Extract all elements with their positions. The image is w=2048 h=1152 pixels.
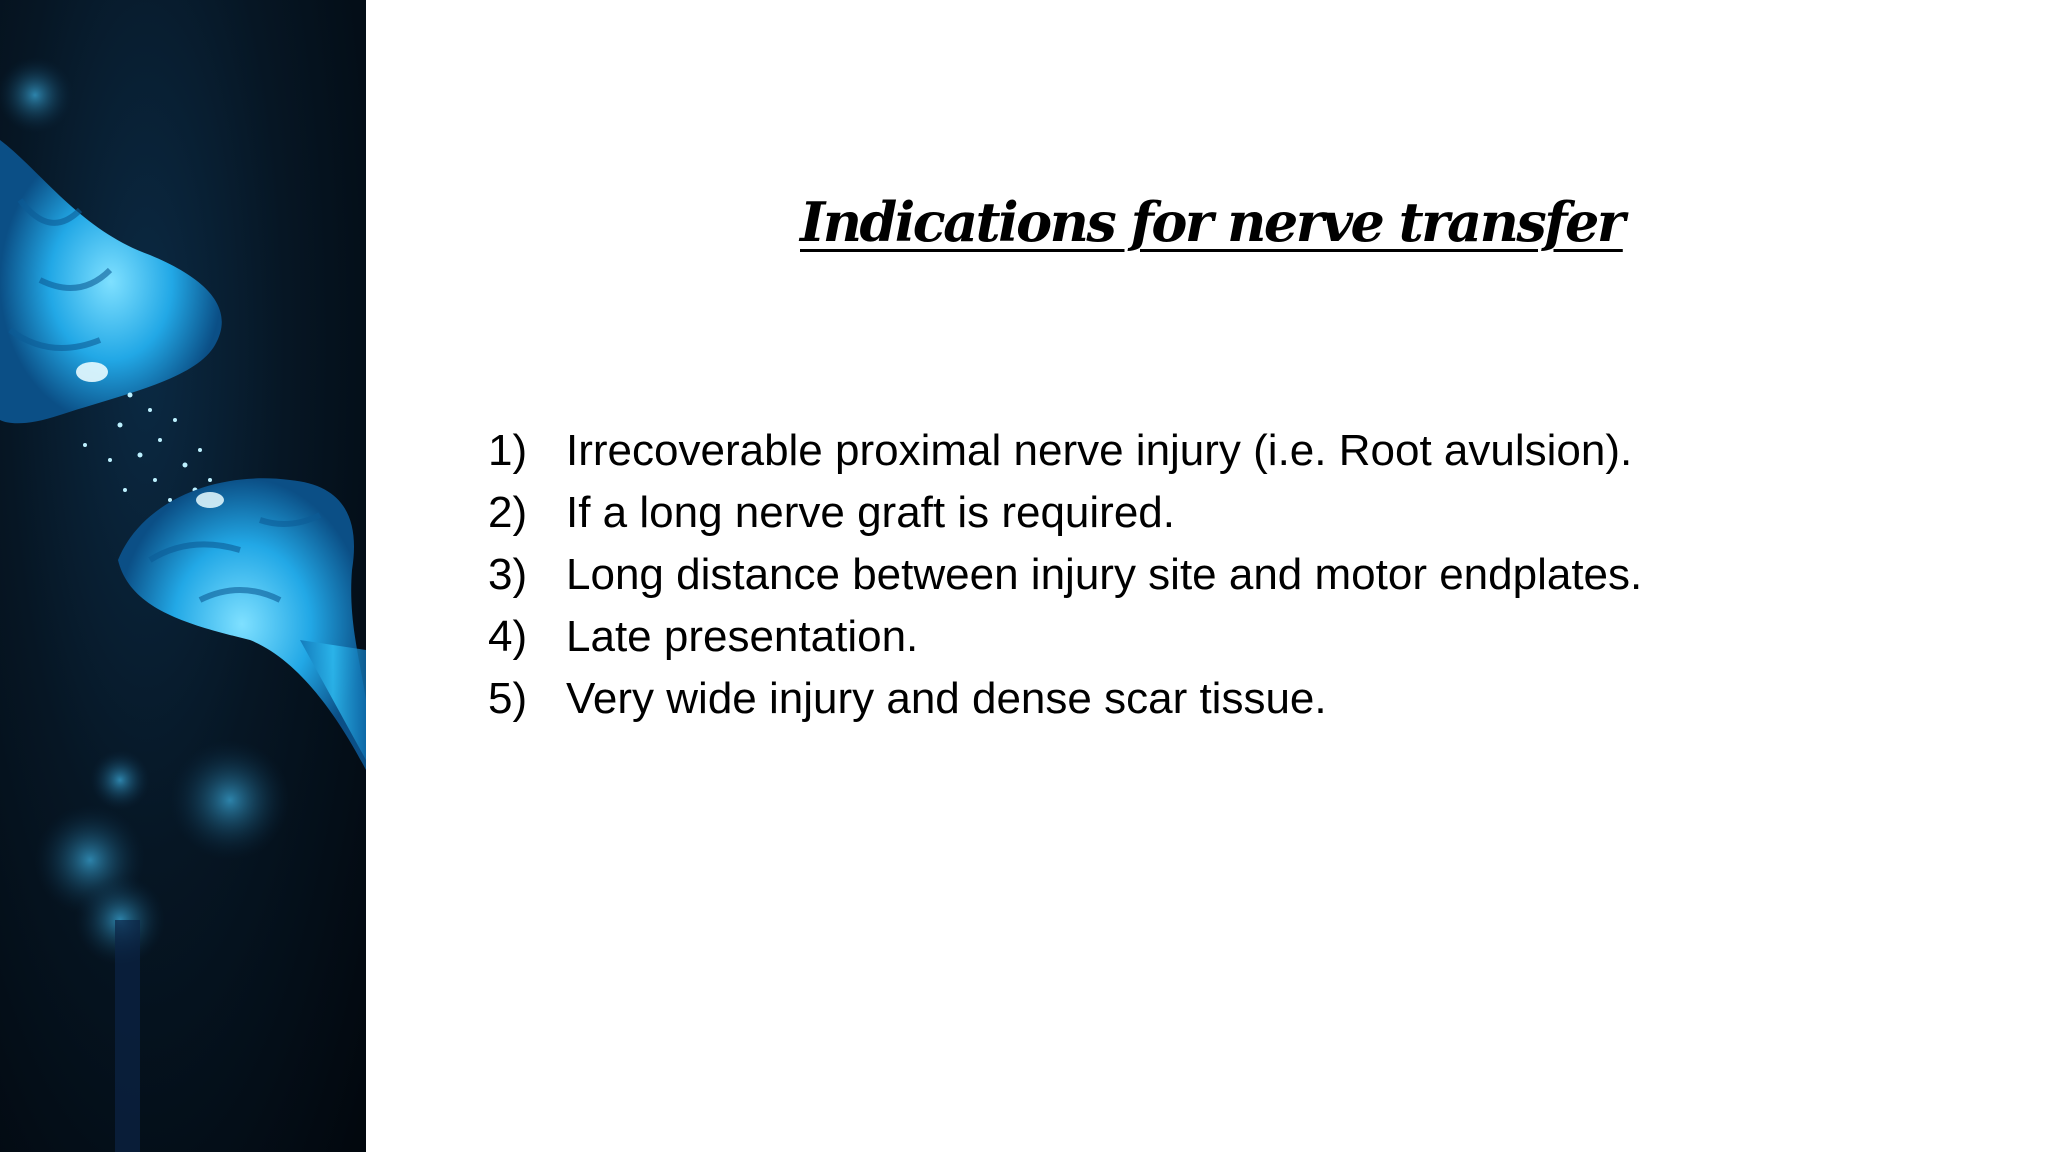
list-item-number: 2): [488, 488, 528, 537]
list-item: [488, 606, 1988, 668]
list-item-text: If a long nerve graft is required.: [566, 488, 1175, 537]
neuron-synapse-image: [0, 0, 366, 1152]
list-item: [488, 482, 1988, 544]
list-item-text: Late presentation.: [566, 612, 919, 661]
list-item-number: 3): [488, 550, 528, 599]
list-item-text: Long distance between injury site and motor endplates.: [566, 550, 1643, 599]
indications-list: [488, 420, 1988, 730]
list-item: [488, 544, 1988, 606]
list-item-text: Very wide injury and dense scar tissue.: [566, 674, 1327, 723]
list-item: [488, 668, 1988, 730]
list-item-text: Irrecoverable proximal nerve injury (i.e. Root avulsion).: [566, 426, 1633, 475]
list-item: [488, 420, 1988, 482]
slide-title: Indications for nerve transfer: [800, 190, 1623, 254]
list-item-number: 4): [488, 612, 528, 661]
list-item-number: 1): [488, 426, 528, 475]
list-item-number: 5): [488, 674, 528, 723]
